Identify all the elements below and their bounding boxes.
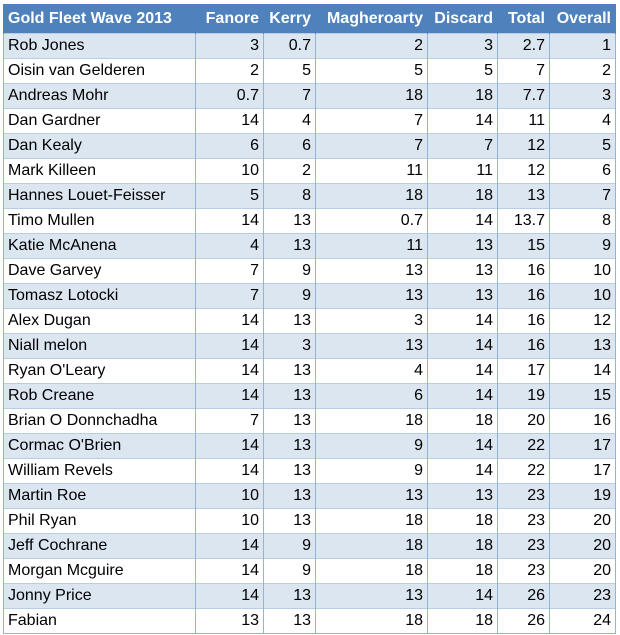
total-cell: 23 xyxy=(498,559,550,584)
magheroarty-cell: 5 xyxy=(316,59,428,84)
sailor-name-cell: Cormac O'Brien xyxy=(4,434,196,459)
sailor-name-cell: Martin Roe xyxy=(4,484,196,509)
kerry-cell: 13 xyxy=(264,409,316,434)
table-row xyxy=(4,284,616,309)
overall-cell: 20 xyxy=(550,509,616,534)
kerry-cell: 13 xyxy=(264,434,316,459)
magheroarty-cell: 18 xyxy=(316,509,428,534)
fanore-cell: 7 xyxy=(196,284,264,309)
overall-cell: 17 xyxy=(550,459,616,484)
magheroarty-cell: 18 xyxy=(316,409,428,434)
sailor-name-cell: Dave Garvey xyxy=(4,259,196,284)
sailor-name-cell: Niall melon xyxy=(4,334,196,359)
discard-cell: 18 xyxy=(428,609,498,634)
header-row xyxy=(4,4,616,34)
discard-cell: 13 xyxy=(428,259,498,284)
discard-cell: 18 xyxy=(428,509,498,534)
overall-cell: 4 xyxy=(550,109,616,134)
overall-cell: 9 xyxy=(550,234,616,259)
table-row xyxy=(4,509,616,534)
kerry-cell: 13 xyxy=(264,459,316,484)
overall-cell: 12 xyxy=(550,309,616,334)
discard-cell: 18 xyxy=(428,84,498,109)
fanore-cell: 7 xyxy=(196,259,264,284)
table-row xyxy=(4,209,616,234)
discard-cell: 14 xyxy=(428,309,498,334)
table-row xyxy=(4,59,616,84)
fanore-cell: 10 xyxy=(196,509,264,534)
magheroarty-cell: 13 xyxy=(316,584,428,609)
kerry-cell: 4 xyxy=(264,109,316,134)
kerry-cell: 6 xyxy=(264,134,316,159)
discard-cell: 18 xyxy=(428,409,498,434)
magheroarty-cell: 4 xyxy=(316,359,428,384)
magheroarty-cell: 13 xyxy=(316,259,428,284)
total-cell: 22 xyxy=(498,459,550,484)
fanore-cell: 14 xyxy=(196,109,264,134)
total-cell: 26 xyxy=(498,584,550,609)
kerry-cell: 13 xyxy=(264,584,316,609)
kerry-cell: 5 xyxy=(264,59,316,84)
magheroarty-cell: 13 xyxy=(316,284,428,309)
sailor-name-cell: Oisin van Gelderen xyxy=(4,59,196,84)
total-cell: 26 xyxy=(498,609,550,634)
discard-cell: 14 xyxy=(428,334,498,359)
table-body xyxy=(4,34,616,634)
sailor-name-cell: Dan Gardner xyxy=(4,109,196,134)
magheroarty-cell: 11 xyxy=(316,234,428,259)
kerry-cell: 13 xyxy=(264,509,316,534)
sailor-name-cell: Phil Ryan xyxy=(4,509,196,534)
results-table-container xyxy=(3,4,616,634)
magheroarty-cell: 9 xyxy=(316,459,428,484)
fanore-cell: 14 xyxy=(196,534,264,559)
fanore-cell: 14 xyxy=(196,434,264,459)
overall-cell: 20 xyxy=(550,559,616,584)
magheroarty-cell: 3 xyxy=(316,309,428,334)
total-cell: 7.7 xyxy=(498,84,550,109)
overall-cell: 19 xyxy=(550,484,616,509)
magheroarty-cell: 2 xyxy=(316,34,428,59)
discard-cell: 18 xyxy=(428,559,498,584)
table-row xyxy=(4,359,616,384)
fanore-cell: 14 xyxy=(196,384,264,409)
magheroarty-cell: 18 xyxy=(316,559,428,584)
overall-cell: 17 xyxy=(550,434,616,459)
fanore-cell: 5 xyxy=(196,184,264,209)
sailor-name-cell: Katie McAnena xyxy=(4,234,196,259)
kerry-cell: 13 xyxy=(264,484,316,509)
fanore-cell: 14 xyxy=(196,309,264,334)
fanore-cell: 7 xyxy=(196,409,264,434)
magheroarty-cell: 0.7 xyxy=(316,209,428,234)
discard-cell: 14 xyxy=(428,384,498,409)
total-cell: 12 xyxy=(498,159,550,184)
fanore-cell: 4 xyxy=(196,234,264,259)
discard-cell: 14 xyxy=(428,359,498,384)
sailor-name-cell: Morgan Mcguire xyxy=(4,559,196,584)
results-table xyxy=(3,4,616,634)
table-row xyxy=(4,234,616,259)
fanore-cell: 0.7 xyxy=(196,84,264,109)
overall-cell: 10 xyxy=(550,284,616,309)
discard-cell: 3 xyxy=(428,34,498,59)
table-row xyxy=(4,584,616,609)
total-cell: 13.7 xyxy=(498,209,550,234)
fanore-cell: 13 xyxy=(196,609,264,634)
sailor-name-cell: Brian O Donnchadha xyxy=(4,409,196,434)
overall-cell: 3 xyxy=(550,84,616,109)
overall-cell: 24 xyxy=(550,609,616,634)
sailor-name-cell: Mark Killeen xyxy=(4,159,196,184)
kerry-cell: 8 xyxy=(264,184,316,209)
table-row xyxy=(4,34,616,59)
table-row xyxy=(4,459,616,484)
table-row xyxy=(4,534,616,559)
fanore-cell: 10 xyxy=(196,159,264,184)
header-fleet-title: Gold Fleet Wave 2013 xyxy=(4,4,196,34)
sailor-name-cell: Hannes Louet-Feisser xyxy=(4,184,196,209)
total-cell: 22 xyxy=(498,434,550,459)
fanore-cell: 14 xyxy=(196,459,264,484)
table-row xyxy=(4,434,616,459)
kerry-cell: 7 xyxy=(264,84,316,109)
magheroarty-cell: 18 xyxy=(316,534,428,559)
sailor-name-cell: Tomasz Lotocki xyxy=(4,284,196,309)
total-cell: 16 xyxy=(498,284,550,309)
kerry-cell: 13 xyxy=(264,384,316,409)
overall-cell: 2 xyxy=(550,59,616,84)
magheroarty-cell: 7 xyxy=(316,109,428,134)
total-cell: 16 xyxy=(498,259,550,284)
overall-cell: 13 xyxy=(550,334,616,359)
overall-cell: 10 xyxy=(550,259,616,284)
sailor-name-cell: Jeff Cochrane xyxy=(4,534,196,559)
overall-cell: 8 xyxy=(550,209,616,234)
table-row xyxy=(4,184,616,209)
magheroarty-cell: 13 xyxy=(316,334,428,359)
fanore-cell: 14 xyxy=(196,209,264,234)
overall-cell: 5 xyxy=(550,134,616,159)
overall-cell: 16 xyxy=(550,409,616,434)
table-row xyxy=(4,409,616,434)
discard-cell: 13 xyxy=(428,484,498,509)
total-cell: 12 xyxy=(498,134,550,159)
discard-cell: 13 xyxy=(428,234,498,259)
overall-cell: 23 xyxy=(550,584,616,609)
table-row xyxy=(4,159,616,184)
total-cell: 11 xyxy=(498,109,550,134)
overall-cell: 15 xyxy=(550,384,616,409)
kerry-cell: 2 xyxy=(264,159,316,184)
total-cell: 13 xyxy=(498,184,550,209)
kerry-cell: 13 xyxy=(264,609,316,634)
magheroarty-cell: 6 xyxy=(316,384,428,409)
magheroarty-cell: 9 xyxy=(316,434,428,459)
fanore-cell: 14 xyxy=(196,334,264,359)
fanore-cell: 2 xyxy=(196,59,264,84)
discard-cell: 14 xyxy=(428,584,498,609)
fanore-cell: 10 xyxy=(196,484,264,509)
kerry-cell: 3 xyxy=(264,334,316,359)
table-row xyxy=(4,134,616,159)
sailor-name-cell: Timo Mullen xyxy=(4,209,196,234)
table-row xyxy=(4,609,616,634)
discard-cell: 14 xyxy=(428,434,498,459)
sailor-name-cell: Alex Dugan xyxy=(4,309,196,334)
discard-cell: 14 xyxy=(428,209,498,234)
kerry-cell: 13 xyxy=(264,359,316,384)
total-cell: 17 xyxy=(498,359,550,384)
total-cell: 19 xyxy=(498,384,550,409)
table-row xyxy=(4,484,616,509)
sailor-name-cell: Andreas Mohr xyxy=(4,84,196,109)
discard-cell: 5 xyxy=(428,59,498,84)
total-cell: 23 xyxy=(498,534,550,559)
table-row xyxy=(4,259,616,284)
kerry-cell: 9 xyxy=(264,259,316,284)
total-cell: 7 xyxy=(498,59,550,84)
sailor-name-cell: Dan Kealy xyxy=(4,134,196,159)
overall-cell: 7 xyxy=(550,184,616,209)
total-cell: 16 xyxy=(498,309,550,334)
magheroarty-cell: 18 xyxy=(316,84,428,109)
discard-cell: 7 xyxy=(428,134,498,159)
kerry-cell: 13 xyxy=(264,209,316,234)
table-row xyxy=(4,384,616,409)
kerry-cell: 13 xyxy=(264,234,316,259)
discard-cell: 13 xyxy=(428,284,498,309)
total-cell: 23 xyxy=(498,484,550,509)
kerry-cell: 9 xyxy=(264,559,316,584)
kerry-cell: 9 xyxy=(264,534,316,559)
overall-cell: 20 xyxy=(550,534,616,559)
discard-cell: 14 xyxy=(428,109,498,134)
sailor-name-cell: Jonny Price xyxy=(4,584,196,609)
header-kerry: Kerry xyxy=(264,4,316,34)
table-row xyxy=(4,109,616,134)
magheroarty-cell: 7 xyxy=(316,134,428,159)
magheroarty-cell: 18 xyxy=(316,609,428,634)
magheroarty-cell: 13 xyxy=(316,484,428,509)
magheroarty-cell: 18 xyxy=(316,184,428,209)
sailor-name-cell: Rob Jones xyxy=(4,34,196,59)
overall-cell: 1 xyxy=(550,34,616,59)
table-row xyxy=(4,559,616,584)
sailor-name-cell: William Revels xyxy=(4,459,196,484)
discard-cell: 18 xyxy=(428,184,498,209)
overall-cell: 14 xyxy=(550,359,616,384)
total-cell: 15 xyxy=(498,234,550,259)
kerry-cell: 9 xyxy=(264,284,316,309)
table-row xyxy=(4,309,616,334)
total-cell: 16 xyxy=(498,334,550,359)
sailor-name-cell: Ryan O'Leary xyxy=(4,359,196,384)
fanore-cell: 14 xyxy=(196,359,264,384)
discard-cell: 18 xyxy=(428,534,498,559)
fanore-cell: 14 xyxy=(196,584,264,609)
fanore-cell: 14 xyxy=(196,559,264,584)
table-row xyxy=(4,84,616,109)
table-row xyxy=(4,334,616,359)
total-cell: 23 xyxy=(498,509,550,534)
magheroarty-cell: 11 xyxy=(316,159,428,184)
kerry-cell: 0.7 xyxy=(264,34,316,59)
total-cell: 20 xyxy=(498,409,550,434)
discard-cell: 11 xyxy=(428,159,498,184)
overall-cell: 6 xyxy=(550,159,616,184)
header-fanore: Fanore xyxy=(196,4,264,34)
header-total: Total xyxy=(498,4,550,34)
total-cell: 2.7 xyxy=(498,34,550,59)
header-overall: Overall xyxy=(550,4,616,34)
fanore-cell: 6 xyxy=(196,134,264,159)
discard-cell: 14 xyxy=(428,459,498,484)
fanore-cell: 3 xyxy=(196,34,264,59)
sailor-name-cell: Rob Creane xyxy=(4,384,196,409)
kerry-cell: 13 xyxy=(264,309,316,334)
header-magheroarty: Magheroarty xyxy=(316,4,428,34)
header-discard: Discard xyxy=(428,4,498,34)
sailor-name-cell: Fabian xyxy=(4,609,196,634)
